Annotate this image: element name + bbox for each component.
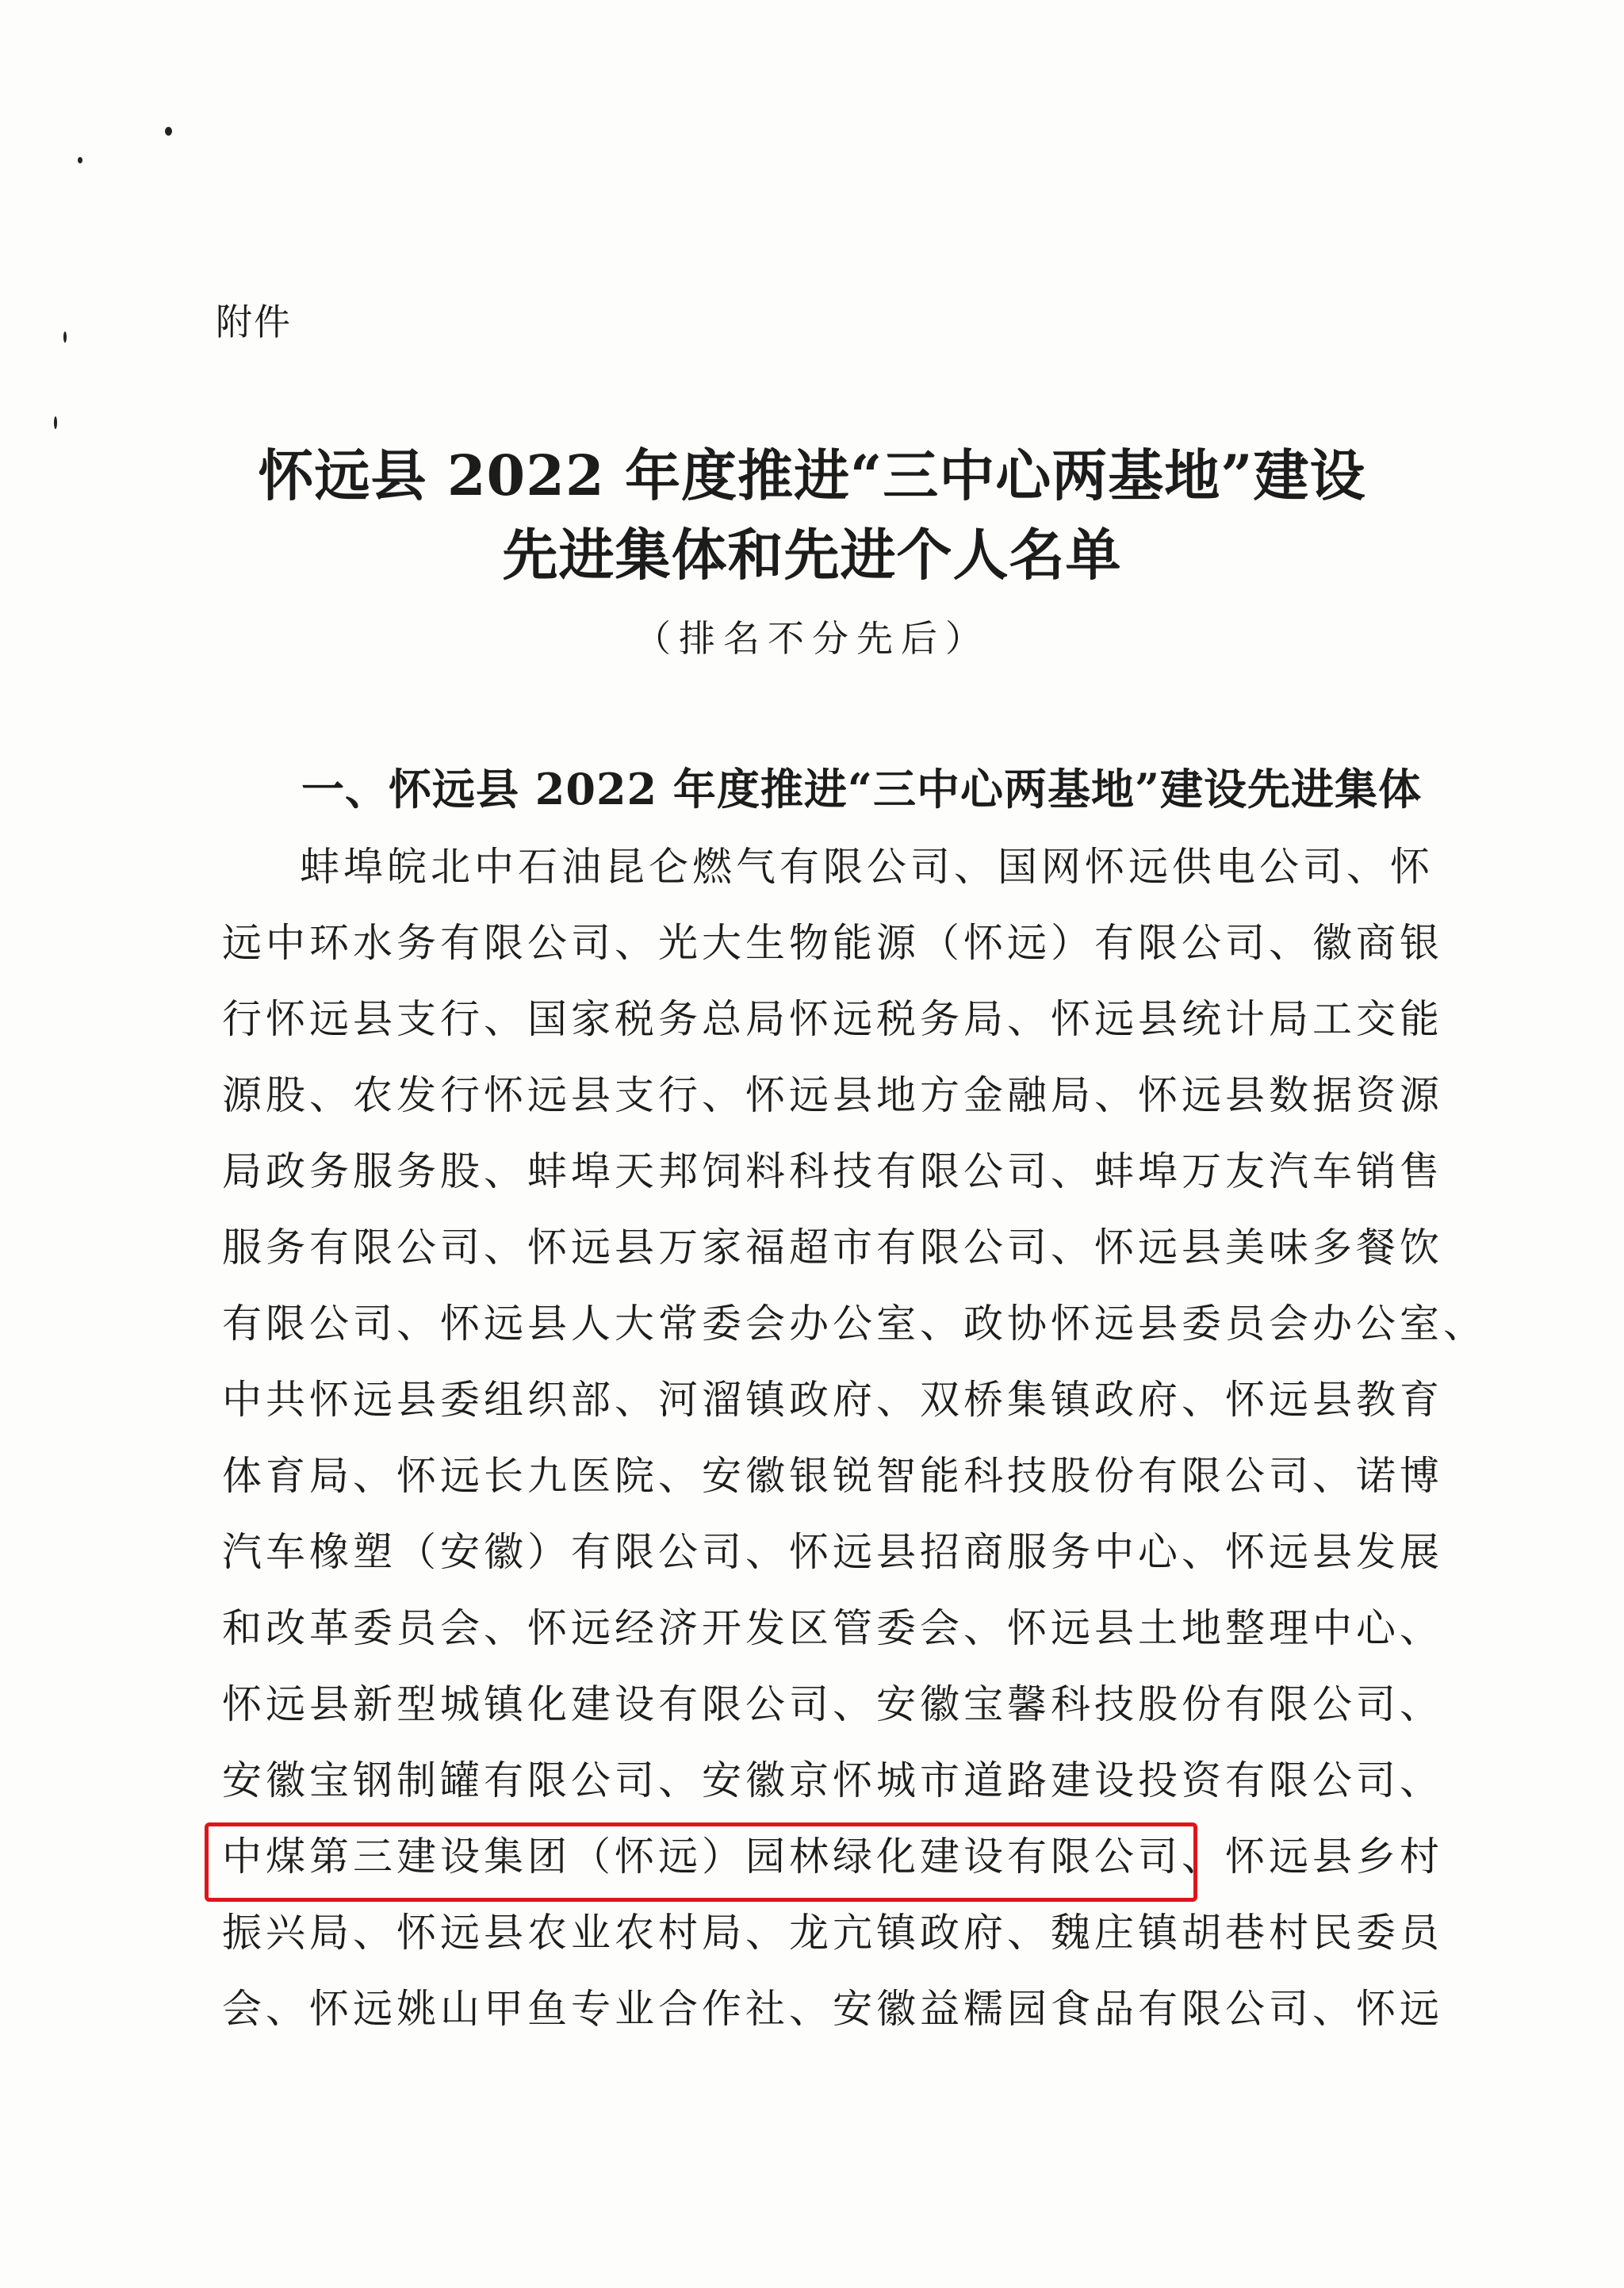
body-line: 源股、农发行怀远县支行、怀远县地方金融局、怀远县数据资源 — [222, 1072, 1443, 1118]
body-line: 中共怀远县委组织部、河溜镇政府、双桥集镇政府、怀远县教育 — [222, 1377, 1443, 1423]
scan-speck — [165, 127, 172, 136]
highlight-box — [205, 1822, 1197, 1902]
body-line: 和改革委员会、怀远经济开发区管委会、怀远县土地整理中心、 — [222, 1605, 1443, 1651]
body-line: 汽车橡塑（安徽）有限公司、怀远县招商服务中心、怀远县发展 — [222, 1529, 1443, 1575]
body-line-highlighted: 中煤第三建设集团（怀远）园林绿化建设有限公司、怀远县乡村 — [222, 1834, 1443, 1880]
body-line: 会、怀远姚山甲鱼专业合作社、安徽益糯园食品有限公司、怀远 — [222, 1986, 1443, 2032]
section-heading: 一、怀远县 2022 年度推进“三中心两基地”建设先进集体 — [301, 764, 1423, 814]
body-line: 振兴局、怀远县农业农村局、龙亢镇政府、魏庄镇胡巷村民委员 — [222, 1910, 1443, 1956]
body-line: 局政务服务股、蚌埠天邦饲料科技有限公司、蚌埠万友汽车销售 — [222, 1148, 1443, 1194]
body-line: 行怀远县支行、国家税务总局怀远税务局、怀远县统计局工交能 — [222, 996, 1443, 1042]
document-subtitle: （排名不分先后） — [634, 617, 990, 660]
attachment-label: 附件 — [216, 301, 292, 343]
body-line: 体育局、怀远长九医院、安徽银锐智能科技股份有限公司、诺博 — [222, 1453, 1443, 1499]
body-line: 蚌埠皖北中石油昆仑燃气有限公司、国网怀远供电公司、怀 — [300, 844, 1434, 890]
body-line: 怀远县新型城镇化建设有限公司、安徽宝馨科技股份有限公司、 — [222, 1681, 1443, 1727]
body-line: 有限公司、怀远县人大常委会办公室、政协怀远县委员会办公室、 — [222, 1301, 1487, 1347]
body-line: 远中环水务有限公司、光大生物能源（怀远）有限公司、徽商银 — [222, 920, 1443, 966]
body-line: 服务有限公司、怀远县万家福超市有限公司、怀远县美味多餐饮 — [222, 1224, 1443, 1270]
scan-speck — [54, 416, 57, 429]
scan-speck — [63, 332, 67, 343]
scan-speck — [78, 157, 82, 163]
document-title-line-1: 怀远县 2022 年度推进“三中心两基地”建设 — [258, 443, 1366, 508]
body-line: 安徽宝钢制罐有限公司、安徽京怀城市道路建设投资有限公司、 — [222, 1757, 1443, 1803]
document-title-line-2: 先进集体和先进个人名单 — [502, 522, 1122, 588]
